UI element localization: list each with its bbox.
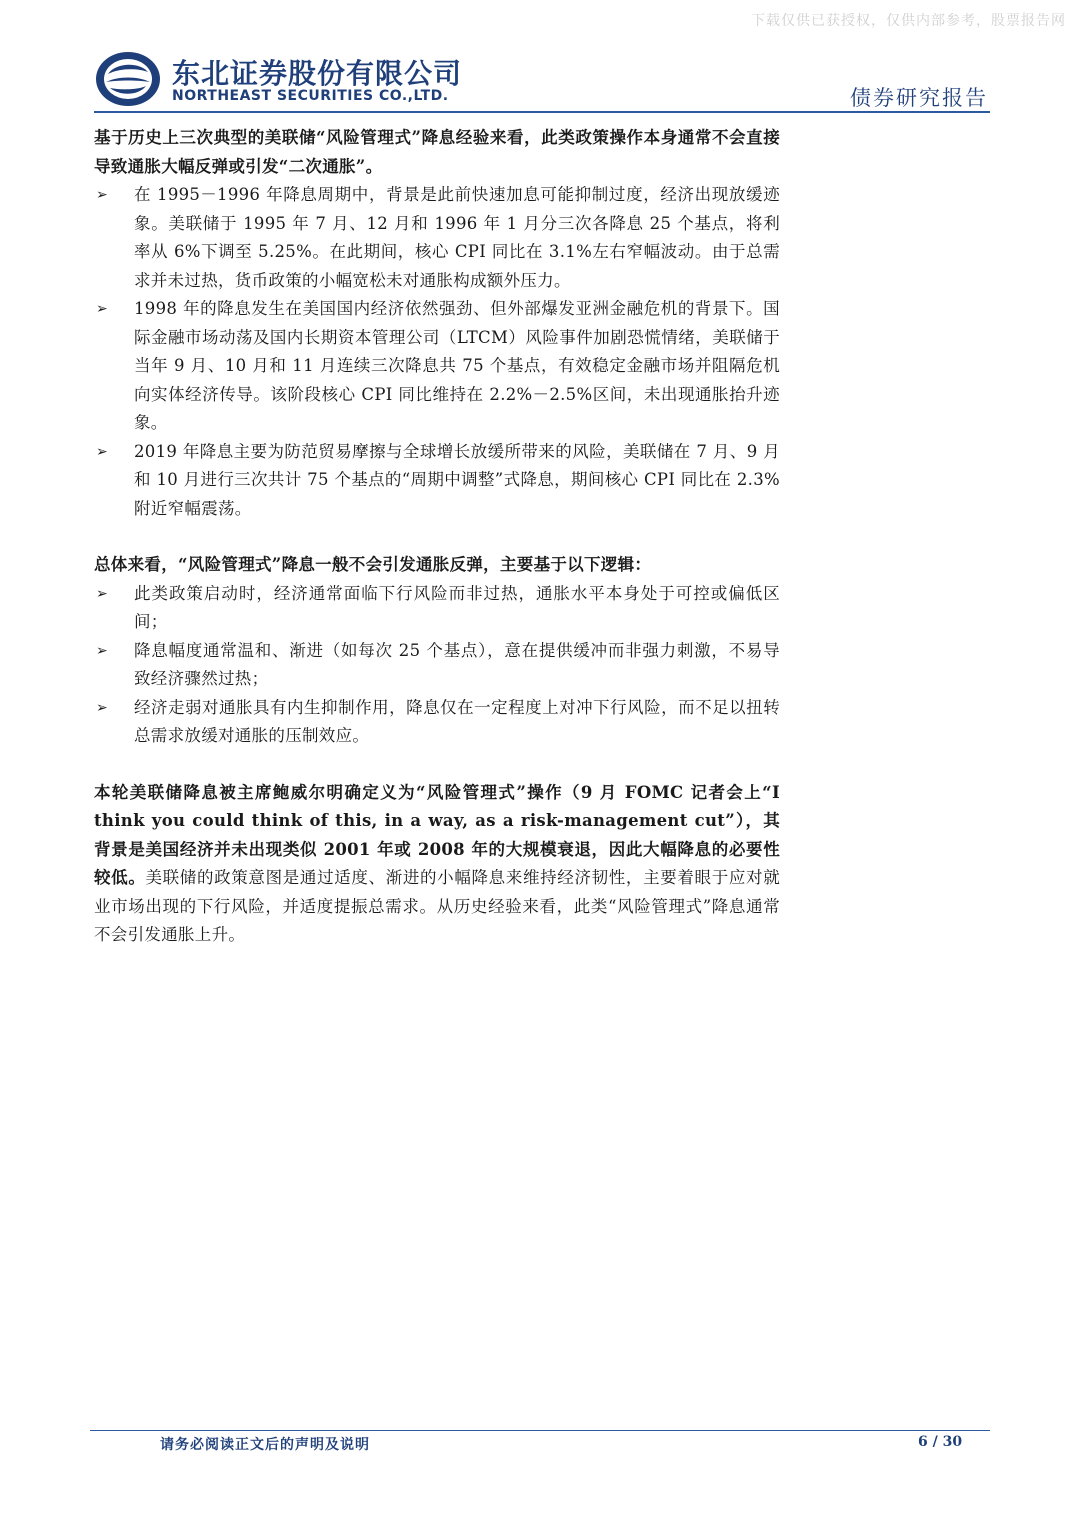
spacer <box>94 523 780 551</box>
footer-divider <box>90 1430 990 1431</box>
list-item: ➢ 1998 年的降息发生在美国国内经济依然强劲、但外部爆发亚洲金融危机的背景下。国际金融市场动荡及国内长期资本管理公司（LTCM）风险事件加剧恐慌情绪，美联储于当年 9 月、10 月和 11 月连续三次降息共 75 个基点，有效稳定金融市场并阻隔危机向实体经济传导。该阶段核心 CPI 同比维持在 2.2%－2.5%区间，未出现通胀抬升迹象。 <box>94 295 780 438</box>
arrow-bullet-icon: ➢ <box>96 443 109 460</box>
section2-bullet-list <box>94 580 780 751</box>
list-item: ➢ 经济走弱对通胀具有内生抑制作用，降息仅在一定程度上对冲下行风险，而不足以扭转总需求放缓对通胀的压制效应。 <box>94 694 780 751</box>
section2-intro: 总体来看，“风险管理式”降息一般不会引发通胀反弹，主要基于以下逻辑： <box>94 555 652 574</box>
header-divider <box>94 111 990 113</box>
spacer <box>94 751 780 779</box>
arrow-bullet-icon: ➢ <box>96 301 109 317</box>
list-item: ➢ 此类政策启动时，经济通常面临下行风险而非过热，通胀水平本身处于可控或偏低区间； <box>94 580 780 637</box>
footer-disclaimer: 请务必阅读正文后的声明及说明 <box>160 1437 370 1453</box>
list-item: ➢ 降息幅度通常温和、渐进（如每次 25 个基点），意在提供缓冲而非强力刺激，不易导致经济骤然过热； <box>94 637 780 694</box>
page-number: 6 / 30 <box>918 1434 963 1450</box>
arrow-bullet-icon: ➢ <box>96 187 109 203</box>
watermark-text: 下载仅供已获授权，仅供内部参考，股票报告网 <box>751 13 1066 29</box>
report-type-label: 债券研究报告 <box>850 86 988 110</box>
section1-intro: 基于历史上三次典型的美联储“风险管理式”降息经验来看，此类政策操作本身通常不会直接导致通胀大幅反弹或引发“二次通胀”。 <box>94 128 780 176</box>
company-name-en: NORTHEAST SECURITIES CO.,LTD. <box>172 88 449 104</box>
arrow-bullet-icon: ➢ <box>96 699 109 716</box>
arrow-bullet-icon: ➢ <box>96 642 109 659</box>
arrow-bullet-icon: ➢ <box>96 585 109 602</box>
main-content <box>94 124 780 950</box>
section1-bullet-list <box>94 181 780 523</box>
section3-normal-text: 美联储的政策意图是通过适度、渐进的小幅降息来维持经济韧性，主要着眼于应对就业市场出现的下行风险，并适度提振总需求。从历史经验来看，此类“风险管理式”降息通常不会引发通胀上升。 <box>94 868 780 944</box>
section3-paragraph <box>94 779 780 950</box>
section3-bold-text: 本轮美联储降息被主席鲍威尔明确定义为“风险管理式”操作（9 月 FOMC 记者会上“I think you could think of this, in a way, as a risk-management cut”），其背景是美国经济并未出现类似 2001 年或 2008 年的大规模衰退，因此大幅降息的必要性较低。 <box>94 782 780 887</box>
northeast-securities-logo-icon <box>94 50 162 108</box>
company-name-cn: 东北证券股份有限公司 <box>172 57 463 90</box>
list-item: ➢ 在 1995－1996 年降息周期中，背景是此前快速加息可能抑制过度，经济出现放缓迹象。美联储于 1995 年 7 月、12 月和 1996 年 1 月分三次各降息 25 个基点，将利率从 6%下调至 5.25%。在此期间，核心 CPI 同比在 3.1%左右窄幅波动。由于总需求并未过热，货币政策的小幅宽松未对通胀构成额外压力。 <box>94 181 780 295</box>
list-item: ➢ 2019 年降息主要为防范贸易摩擦与全球增长放缓所带来的风险，美联储在 7 月、9 月和 10 月进行三次共计 75 个基点的“周期中调整”式降息，期间核心 CPI 同比在 2.3%附近窄幅震荡。 <box>94 438 780 524</box>
